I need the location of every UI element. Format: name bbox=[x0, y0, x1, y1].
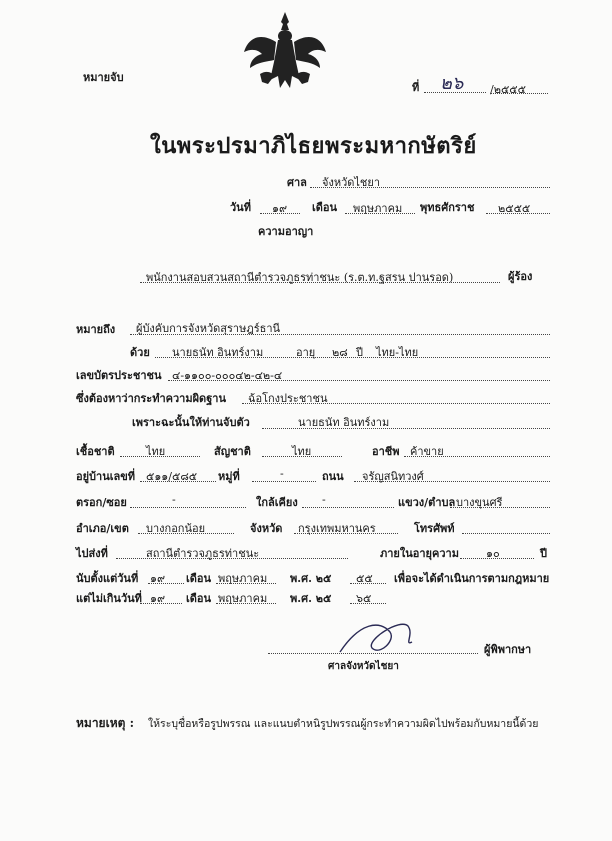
date-month-value: พฤษภาคม bbox=[353, 202, 403, 215]
garuda-emblem-icon bbox=[240, 10, 330, 92]
occupation-value: ค้าขาย bbox=[410, 445, 444, 458]
nationality-value: ไทย bbox=[292, 445, 312, 458]
court-value: จังหวัดไชยา bbox=[322, 176, 381, 189]
date-day-label: วันที่ bbox=[230, 201, 251, 214]
date-year-value: ๒๕๕๕ bbox=[498, 202, 531, 215]
warrant-number-label: ที่ bbox=[412, 81, 420, 94]
period-unit: ปี bbox=[540, 547, 547, 560]
subject-age: ๒๘ bbox=[332, 346, 348, 359]
subject-name: นายธนัท อินทร์งาม bbox=[172, 346, 264, 359]
moo-label: หมู่ที่ bbox=[218, 470, 240, 483]
from-month-label: เดือน bbox=[186, 572, 212, 585]
send-to-label: ไปส่งที่ bbox=[76, 547, 108, 560]
accused-value: ฉ้อโกงประชาชน bbox=[248, 392, 328, 405]
from-year-value: ๕๕ bbox=[356, 572, 373, 585]
applicant-value: พนักงานสอบสวนสถานีตำรวจภูธรท่าชนะ (ร.ต.ท.ฐสรน ปานรอด) bbox=[146, 271, 454, 284]
warrant-number-value: ๒๖ bbox=[440, 73, 464, 94]
from-purpose: เพื่อจะได้ดำเนินการตามกฎหมาย bbox=[394, 572, 550, 585]
judge-stamp-text: ศาลจังหวัดไชยา bbox=[328, 661, 399, 672]
road-label: ถนน bbox=[322, 470, 344, 483]
court-label: ศาล bbox=[287, 176, 307, 189]
until-date-label: แต่ไม่เกินวันที่ bbox=[76, 592, 142, 605]
until-year-value: ๖๕ bbox=[356, 592, 372, 605]
period-label: ภายในอายุความ bbox=[380, 547, 459, 560]
warrant-year-line bbox=[490, 93, 548, 94]
until-month-label: เดือน bbox=[186, 592, 212, 605]
send-to-value: สถานีตำรวจภูธรท่าชนะ bbox=[146, 547, 260, 560]
id-card-label: เลขบัตรประชาชน bbox=[76, 369, 162, 382]
note-text: ให้ระบุชื่อหรือรูปพรรณ และแนบตำหนิรูปพรรณผู้กระทำความผิดไปพร้อมกับหมายนี้ด้วย bbox=[148, 718, 539, 730]
subdistrict-label: แขวง/ตำบล bbox=[398, 496, 456, 509]
arrest-value: นายธนัท อินทร์งาม bbox=[298, 416, 390, 429]
occupation-label: อาชีพ bbox=[372, 445, 400, 458]
race-label: เชื้อชาติ bbox=[76, 445, 115, 458]
arrest-label: เพราะฉะนั้นให้ท่านจับตัว bbox=[132, 416, 250, 429]
note-label: หมายเหตุ : bbox=[76, 716, 135, 730]
warrant-to-value: ผู้บังคับการจังหวัดสุราษฎร์ธานี bbox=[136, 322, 281, 335]
id-card-value: ๔-๑๑๐๐-๐๐๐๔๒-๔๒-๔ bbox=[172, 369, 283, 382]
warrant-to-label: หมายถึง bbox=[76, 323, 116, 336]
phone-label: โทรศัพท์ bbox=[414, 522, 455, 535]
race-value: ไทย bbox=[146, 445, 166, 458]
from-month-value: พฤษภาคม bbox=[218, 572, 268, 585]
near-line bbox=[302, 507, 394, 508]
judge-line bbox=[268, 653, 478, 654]
from-year-label: พ.ศ. ๒๕ bbox=[290, 572, 332, 585]
near-value: - bbox=[322, 493, 326, 506]
from-day-value: ๑๙ bbox=[150, 572, 166, 585]
subject-nationality: ไทย-ไทย bbox=[376, 346, 419, 359]
nationality-label: สัญชาติ bbox=[214, 445, 251, 458]
until-day-value: ๑๙ bbox=[150, 592, 166, 605]
alley-value: - bbox=[172, 493, 176, 506]
page-title: ในพระปรมาภิไธยพระมหากษัตริย์ bbox=[150, 133, 477, 159]
until-year-label: พ.ศ. ๒๕ bbox=[290, 592, 332, 605]
from-date-label: นับตั้งแต่วันที่ bbox=[76, 572, 139, 585]
house-no-label: อยู่บ้านเลขที่ bbox=[76, 470, 136, 483]
alley-line bbox=[130, 507, 246, 508]
district-label: อำเภอ/เขต bbox=[76, 522, 129, 535]
moo-value: - bbox=[280, 467, 284, 480]
province-value: กรุงเทพมหานคร bbox=[298, 522, 376, 535]
subject-age-unit: ปี bbox=[356, 346, 363, 359]
near-label: ใกล้เคียง bbox=[256, 496, 298, 509]
moo-line bbox=[252, 481, 316, 482]
period-value: ๑๐ bbox=[486, 547, 500, 560]
alley-label: ตรอก/ซอย bbox=[76, 496, 127, 509]
road-value: จรัญสนิทวงศ์ bbox=[362, 470, 424, 483]
subdistrict-value: บางขุนศรี bbox=[456, 496, 503, 509]
warrant-year: /๒๕๕๕ bbox=[490, 83, 526, 96]
subject-age-label: อายุ bbox=[296, 346, 316, 359]
judge-label: ผู้พิพากษา bbox=[484, 643, 532, 656]
date-month-label: เดือน bbox=[312, 201, 338, 214]
house-no-value: ๕๑๑/๕๘๕ bbox=[146, 470, 198, 483]
case-type: ความอาญา bbox=[258, 225, 314, 238]
date-year-label: พุทธศักราช bbox=[420, 201, 475, 214]
subject-with-label: ด้วย bbox=[130, 346, 150, 359]
district-value: บางกอกน้อย bbox=[146, 522, 206, 535]
province-label: จังหวัด bbox=[250, 522, 283, 535]
date-day-value: ๑๙ bbox=[272, 202, 288, 215]
document-type: หมายจับ bbox=[83, 71, 124, 84]
applicant-label: ผู้ร้อง bbox=[508, 270, 533, 283]
accused-label: ซึ่งต้องหาว่ากระทำความผิดฐาน bbox=[76, 392, 226, 405]
until-month-value: พฤษภาคม bbox=[218, 592, 268, 605]
phone-line bbox=[462, 533, 550, 534]
